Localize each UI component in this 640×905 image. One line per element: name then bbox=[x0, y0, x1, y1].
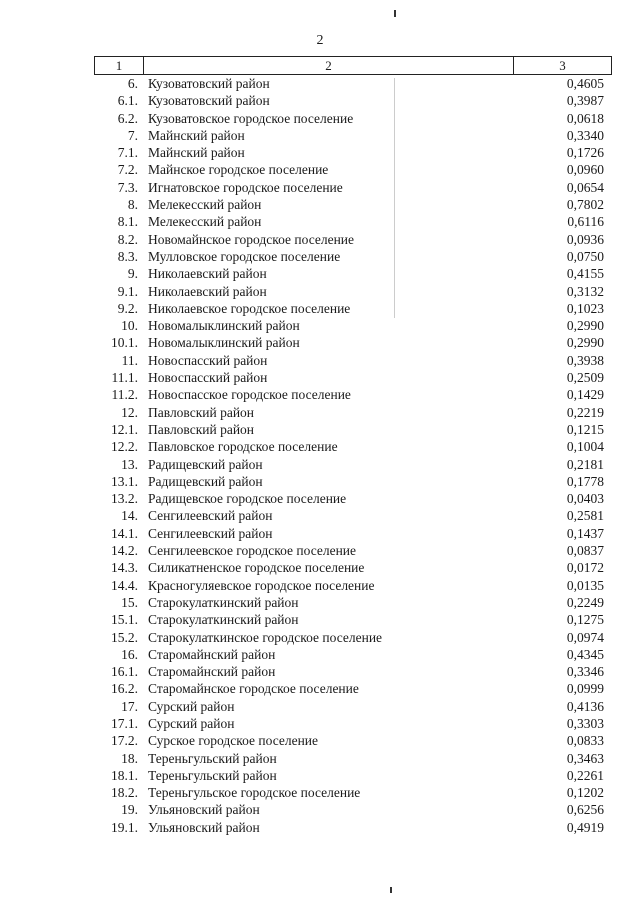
row-name: Сурский район bbox=[148, 715, 235, 731]
row-value: 0,0750 bbox=[566, 248, 604, 264]
column-header-1: 1 bbox=[95, 57, 144, 74]
table-row bbox=[94, 507, 610, 524]
row-value: 0,1429 bbox=[566, 387, 604, 403]
row-value: 0,0654 bbox=[566, 179, 604, 195]
table-row bbox=[94, 663, 610, 680]
row-value: 0,4155 bbox=[566, 266, 604, 282]
row-number: 9.2. bbox=[117, 300, 138, 316]
table-row bbox=[94, 611, 610, 628]
row-number: 8. bbox=[127, 197, 138, 213]
row-name: Мелекесский район bbox=[148, 197, 262, 213]
row-number: 19. bbox=[121, 802, 138, 818]
table-row bbox=[94, 490, 610, 507]
row-number: 12. bbox=[121, 404, 138, 420]
row-value: 0,0837 bbox=[566, 543, 604, 559]
row-name: Майнский район bbox=[148, 127, 245, 143]
row-number: 18.2. bbox=[111, 785, 138, 801]
table-row bbox=[94, 819, 610, 836]
table-row bbox=[94, 404, 610, 421]
table-row bbox=[94, 127, 610, 144]
row-name: Павловское городское поселение bbox=[148, 439, 338, 455]
table-row bbox=[94, 144, 610, 161]
row-number: 17.2. bbox=[111, 733, 138, 749]
row-number: 14.1. bbox=[111, 525, 138, 541]
row-name: Тереньгульский район bbox=[148, 767, 277, 783]
row-number: 14.3. bbox=[111, 560, 138, 576]
row-value: 0,2581 bbox=[566, 508, 604, 524]
row-number: 18.1. bbox=[111, 767, 138, 783]
row-number: 11. bbox=[121, 352, 138, 368]
row-value: 0,2219 bbox=[566, 404, 604, 420]
row-name: Майнское городское поселение bbox=[148, 162, 329, 178]
row-number: 6.2. bbox=[117, 110, 138, 126]
table-row bbox=[94, 248, 610, 265]
row-name: Новоспасский район bbox=[148, 370, 268, 386]
row-name: Старомайнский район bbox=[148, 664, 276, 680]
table-row bbox=[94, 732, 610, 749]
row-name: Радищевский район bbox=[148, 456, 263, 472]
table-row bbox=[94, 473, 610, 490]
row-name: Ульяновский район bbox=[148, 819, 260, 835]
row-name: Старокулаткинский район bbox=[148, 594, 299, 610]
row-value: 0,0833 bbox=[566, 733, 604, 749]
row-name: Игнатовское городское поселение bbox=[148, 179, 343, 195]
table-row bbox=[94, 179, 610, 196]
row-value: 0,1215 bbox=[566, 421, 604, 437]
table-header bbox=[94, 56, 612, 75]
row-name: Николаевское городское поселение bbox=[148, 300, 351, 316]
row-number: 19.1. bbox=[111, 819, 138, 835]
row-number: 16.2. bbox=[111, 681, 138, 697]
scan-mark-bottom bbox=[390, 887, 392, 893]
row-value: 0,0960 bbox=[566, 162, 604, 178]
row-number: 14. bbox=[121, 508, 138, 524]
row-value: 0,0936 bbox=[566, 231, 604, 247]
row-value: 0,1023 bbox=[566, 300, 604, 316]
row-value: 0,6256 bbox=[566, 802, 604, 818]
table-row bbox=[94, 196, 610, 213]
table-row bbox=[94, 75, 610, 92]
table-body bbox=[94, 75, 610, 836]
row-value: 0,3938 bbox=[566, 352, 604, 368]
table-row bbox=[94, 283, 610, 300]
page-number: 2 bbox=[316, 33, 324, 48]
table-row bbox=[94, 334, 610, 351]
row-value: 0,4345 bbox=[566, 646, 604, 662]
table-row bbox=[94, 767, 610, 784]
table-row bbox=[94, 698, 610, 715]
table-row bbox=[94, 680, 610, 697]
table-row bbox=[94, 750, 610, 767]
row-name: Радищевское городское поселение bbox=[148, 491, 347, 507]
column-header-3: 3 bbox=[559, 58, 566, 73]
row-value: 0,6116 bbox=[567, 214, 604, 230]
table-row bbox=[94, 421, 610, 438]
row-name: Сенгилеевское городское поселение bbox=[148, 543, 357, 559]
row-name: Старокулаткинский район bbox=[148, 612, 299, 628]
table-row bbox=[94, 801, 610, 818]
table-row bbox=[94, 110, 610, 127]
row-number: 10. bbox=[121, 318, 138, 334]
row-name: Новомайнское городское поселение bbox=[148, 231, 355, 247]
table-row bbox=[94, 542, 610, 559]
row-number: 15.2. bbox=[111, 629, 138, 645]
row-number: 11.2. bbox=[111, 387, 138, 403]
row-number: 7.1. bbox=[117, 145, 138, 161]
table-row bbox=[94, 161, 610, 178]
row-value: 0,1202 bbox=[566, 785, 604, 801]
row-value: 0,0403 bbox=[566, 491, 604, 507]
row-number: 7.3. bbox=[117, 179, 138, 195]
row-value: 0,1004 bbox=[566, 439, 604, 455]
row-number: 13. bbox=[121, 456, 138, 472]
row-number: 11.1. bbox=[111, 370, 138, 386]
row-name: Красногуляевское городское поселение bbox=[148, 577, 375, 593]
row-number: 6.1. bbox=[117, 93, 138, 109]
row-name: Силикатненское городское поселение bbox=[148, 560, 365, 576]
table-row bbox=[94, 213, 610, 230]
row-name: Сурский район bbox=[148, 698, 235, 714]
table-row bbox=[94, 559, 610, 576]
row-number: 12.2. bbox=[111, 439, 138, 455]
table-row bbox=[94, 594, 610, 611]
row-number: 8.2. bbox=[117, 231, 138, 247]
row-value: 0,1726 bbox=[566, 145, 604, 161]
row-name: Радищевский район bbox=[148, 473, 263, 489]
row-value: 0,0974 bbox=[566, 629, 604, 645]
table-row bbox=[94, 715, 610, 732]
row-value: 0,4605 bbox=[566, 76, 604, 91]
row-name: Старокулаткинское городское поселение bbox=[148, 629, 383, 645]
row-name: Николаевский район bbox=[148, 283, 267, 299]
row-value: 0,4919 bbox=[566, 819, 604, 835]
row-name: Ульяновский район bbox=[148, 802, 260, 818]
row-number: 17.1. bbox=[111, 715, 138, 731]
row-value: 0,3132 bbox=[566, 283, 604, 299]
row-value: 0,0999 bbox=[566, 681, 604, 697]
row-number: 9. bbox=[127, 266, 138, 282]
scan-mark-top bbox=[394, 10, 396, 17]
row-number: 13.1. bbox=[111, 473, 138, 489]
row-name: Николаевский район bbox=[148, 266, 267, 282]
row-value: 0,3340 bbox=[566, 127, 604, 143]
table-row bbox=[94, 577, 610, 594]
row-name: Майнский район bbox=[148, 145, 245, 161]
row-number: 7. bbox=[127, 127, 138, 143]
row-name: Мулловское городское поселение bbox=[148, 248, 341, 264]
row-number: 14.4. bbox=[111, 577, 138, 593]
table-row bbox=[94, 386, 610, 403]
row-value: 0,2261 bbox=[566, 767, 604, 783]
column-header-2: 2 bbox=[144, 57, 514, 74]
row-name: Новомалыклинский район bbox=[148, 335, 300, 351]
table-row bbox=[94, 317, 610, 334]
row-number: 18. bbox=[121, 750, 138, 766]
row-name: Сенгилеевский район bbox=[148, 508, 273, 524]
row-value: 0,2181 bbox=[566, 456, 604, 472]
table-row bbox=[94, 265, 610, 282]
row-number: 16. bbox=[121, 646, 138, 662]
row-number: 15. bbox=[121, 594, 138, 610]
row-number: 15.1. bbox=[111, 612, 138, 628]
row-name: Тереньгульское городское поселение bbox=[148, 785, 361, 801]
row-value: 0,2509 bbox=[566, 370, 604, 386]
table-row bbox=[94, 369, 610, 386]
row-number: 12.1. bbox=[111, 421, 138, 437]
row-name: Новоспасское городское поселение bbox=[148, 387, 351, 403]
row-name: Павловский район bbox=[148, 404, 255, 420]
row-number: 17. bbox=[121, 698, 138, 714]
row-value: 0,2249 bbox=[566, 594, 604, 610]
row-value: 0,2990 bbox=[566, 318, 604, 334]
row-name: Кузоватовский район bbox=[148, 76, 270, 91]
table-row bbox=[94, 646, 610, 663]
row-value: 0,3987 bbox=[566, 93, 604, 109]
table-row bbox=[94, 352, 610, 369]
row-number: 14.2. bbox=[111, 543, 138, 559]
row-name: Тереньгульский район bbox=[148, 750, 277, 766]
row-number: 13.2. bbox=[111, 491, 138, 507]
row-name: Мелекесский район bbox=[148, 214, 262, 230]
row-name: Новомалыклинский район bbox=[148, 318, 300, 334]
row-value: 0,3303 bbox=[566, 715, 604, 731]
table-row bbox=[94, 629, 610, 646]
row-value: 0,0172 bbox=[566, 560, 604, 576]
row-value: 0,2990 bbox=[566, 335, 604, 351]
row-value: 0,1275 bbox=[566, 612, 604, 628]
row-number: 9.1. bbox=[117, 283, 138, 299]
row-value: 0,1437 bbox=[566, 525, 604, 541]
row-name: Старомайнский район bbox=[148, 646, 276, 662]
table-row bbox=[94, 231, 610, 248]
table-row bbox=[94, 92, 610, 109]
row-number: 8.1. bbox=[117, 214, 138, 230]
row-name: Сенгилеевский район bbox=[148, 525, 273, 541]
row-number: 6. bbox=[127, 76, 138, 91]
row-name: Кузоватовское городское поселение bbox=[148, 110, 354, 126]
table-row bbox=[94, 525, 610, 542]
row-name: Сурское городское поселение bbox=[148, 733, 319, 749]
row-value: 0,1778 bbox=[566, 473, 604, 489]
row-number: 16.1. bbox=[111, 664, 138, 680]
row-value: 0,4136 bbox=[566, 698, 604, 714]
row-value: 0,3463 bbox=[566, 750, 604, 766]
table-row bbox=[94, 438, 610, 455]
row-value: 0,7802 bbox=[566, 197, 604, 213]
row-value: 0,3346 bbox=[566, 664, 604, 680]
row-name: Старомайнское городское поселение bbox=[148, 681, 359, 697]
table-row bbox=[94, 300, 610, 317]
row-value: 0,0618 bbox=[566, 110, 604, 126]
row-number: 7.2. bbox=[117, 162, 138, 178]
row-name: Кузоватовский район bbox=[148, 93, 270, 109]
row-name: Павловский район bbox=[148, 421, 255, 437]
row-value: 0,0135 bbox=[566, 577, 604, 593]
table-row bbox=[94, 784, 610, 801]
row-number: 10.1. bbox=[111, 335, 138, 351]
row-number: 8.3. bbox=[117, 248, 138, 264]
row-name: Новоспасский район bbox=[148, 352, 268, 368]
table-row bbox=[94, 456, 610, 473]
